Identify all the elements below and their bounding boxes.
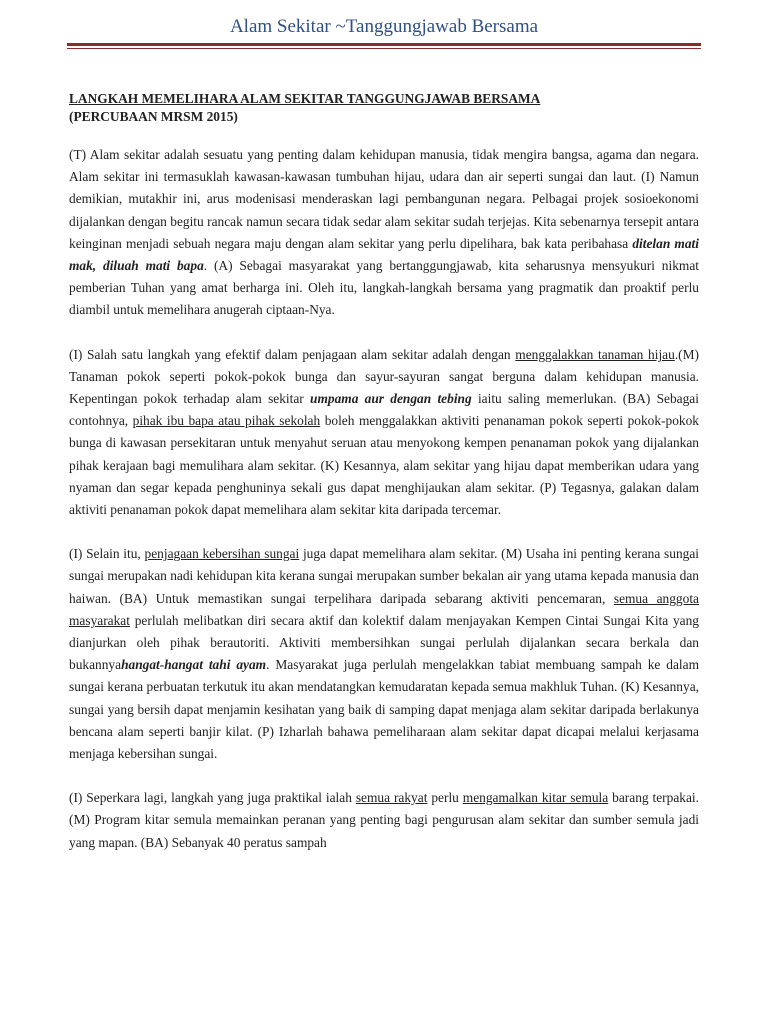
text-run: (T) Alam sekitar adalah sesuatu yang penting dalam kehidupan manusia, tidak mengira bangsa, agama dan negara. Alam sekitar ini termasuklah kawasan-kawasan tumbuhan hijau, udara dan air seperti sungai dan laut. (I) Namun demikian, mutakhir ini, arus modenisasi menderaskan lagi pembangunan negara. Pelbagai projek sosioekonomi dijalankan dengan begitu rancak namun secara tidak sedar alam sekitar sudah terjejas. Kita sebenarnya tersepit antara keinginan menjadi sebuah negara maju dengan alam sekitar yang perlu dipelihara, bak kata peribahasa: [69, 147, 699, 251]
header-divider-thick: [67, 43, 701, 46]
key-phrase: mengamalkan kitar semula: [462, 790, 609, 806]
proverb-text: ditelan mati mak, diluah mati bapa: [69, 235, 699, 274]
text-run: boleh menggalakkan aktiviti penanaman pokok seperti pokok-pokok bunga di kawasan persekitaran untuk menyahut seruan atau menyokong kempen penanaman pokok yang dijalankan pihak kerajaan bagi memulihara alam sekitar. (K) Kesannya, alam sekitar yang hijau dapat memberikan udara yang nyaman dan segar kepada penghuninya sekali gus dapat menghijaukan alam sekitar. (P) Tegasnya, galakan dalam aktiviti penanaman pokok dapat memelihara alam sekitar kita daripada tercemar.: [69, 413, 699, 518]
proverb-text: umpama aur dengan tebing: [310, 391, 472, 407]
key-phrase: menggalakkan tanaman hijau: [515, 346, 675, 362]
text-run: (I) Seperkara lagi, langkah yang juga praktikal ialah: [69, 790, 356, 806]
key-phrase: semua rakyat: [355, 790, 428, 806]
text-run: perlu: [427, 790, 463, 806]
text-run: . (A) Sebagai masyarakat yang bertanggungjawab, kita seharusnya mensyukuri nikmat pemberian Tuhan yang amat berharga ini. Oleh itu, langkah-langkah bersama yang pragmatik dan proaktif perlu diambil untuk memelihara anugerah ciptaan-Nya.: [69, 258, 699, 318]
header-divider-thin: [67, 48, 701, 49]
paragraph-point-1: [69, 344, 699, 522]
text-run: (I) Salah satu langkah yang efektif dalam penjagaan alam sekitar adalah dengan: [69, 346, 516, 362]
text-run: juga dapat memelihara alam sekitar. (M) Usaha ini penting kerana sungai sungai merupakan nadi kehidupan kita kerana sungai merupakan sumber bekalan air yang utama kepada manusia dan haiwan. (BA) Untuk memastikan sungai terpelihara daripada sebarang aktiviti pencemaran,: [69, 546, 700, 606]
paragraph-introduction: [69, 144, 699, 322]
key-phrase: pihak ibu bapa atau pihak sekolah: [132, 413, 321, 429]
proverb-text: hangat-hangat tahi ayam: [121, 657, 267, 673]
essay-title: LANGKAH MEMELIHARA ALAM SEKITAR TANGGUNGJAWAB BERSAMA: [69, 91, 541, 106]
text-run: . Masyarakat juga perlulah mengelakkan tabiat membuang sampah ke dalam sungai kerana perbuatan terkutuk itu akan mendatangkan kemudaratan kepada semua makhluk Tuhan. (K) Kesannya, sungai yang bersih dapat menjamin kesihatan yang baik di samping dapat menjaga alam sekitar daripada berlakunya bencana alam seperti banjir kilat. (P) Izharlah bahawa pemeliharaan alam sekitar dapat dicapai melalui kerjasama menjaga kebersihan sungai.: [69, 657, 699, 762]
paragraph-point-3: [69, 787, 699, 854]
essay-subtitle: (PERCUBAAN MRSM 2015): [69, 109, 238, 124]
text-run: (I) Selain itu,: [69, 546, 145, 562]
key-phrase: penjagaan kebersihan sungai: [144, 546, 300, 562]
text-run: barang terpakai. (M) Program kitar semula memainkan peranan yang penting bagi pengurusan alam sekitar dan sumber semula jadi yang mapan. (BA) Sebanyak 40 peratus sampah: [69, 790, 699, 850]
essay-heading: [69, 90, 699, 126]
key-phrase: semua anggota masyarakat: [69, 590, 699, 628]
document-body: [69, 90, 699, 854]
paragraph-point-2: [69, 543, 699, 765]
text-run: .(M) Tanaman pokok seperti pokok-pokok bunga dan sayur-sayuran sangat berguna dalam kehidupan manusia. Kepentingan pokok terhadap alam sekitar: [69, 346, 699, 407]
text-run: iaitu saling memerlukan. (BA) Sebagai contohnya,: [69, 391, 699, 429]
page-header-title: Alam Sekitar ~Tanggungjawab Bersama: [229, 16, 539, 37]
text-run: perlulah melibatkan diri secara aktif dan kolektif dalam menjayakan Kempen Cintai Sungai Kita yang dianjurkan oleh pihak berautoriti. Aktiviti membersihkan sungai perlulah dijalankan secara berkala dan bukannya: [69, 612, 699, 673]
